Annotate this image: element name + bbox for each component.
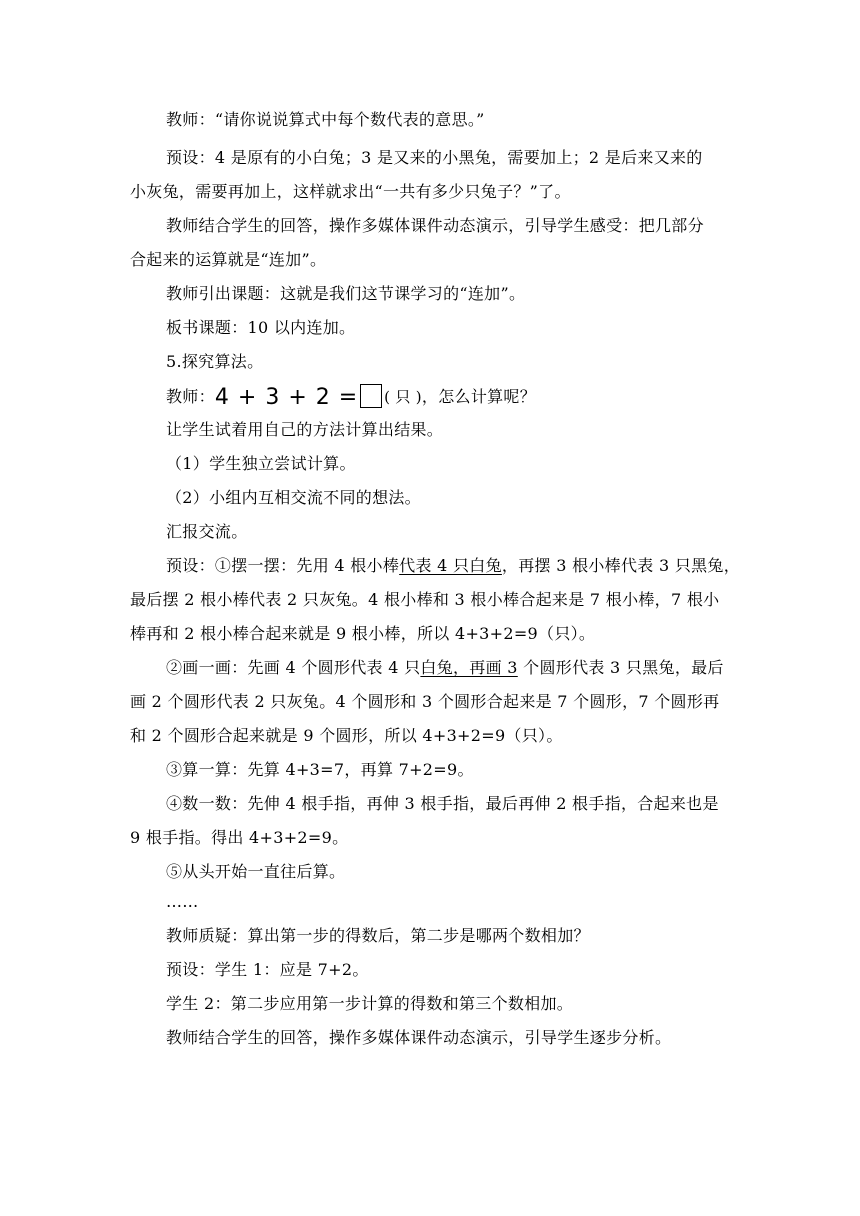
underlined-text: 白兔，再画 3 xyxy=(420,658,518,677)
paragraph-method-count-cont xyxy=(130,828,348,848)
text-line: 让学生试着用自己的方法计算出结果。 xyxy=(166,420,444,439)
text-line: 教师：“请你说说算式中每个数代表的意思。” xyxy=(166,110,485,129)
text-line: 预设：学生 1：应是 7+2。 xyxy=(166,960,369,979)
paragraph-method-calc xyxy=(166,760,474,780)
text-line: 教师质疑：算出第一步的得数后，第二步是哪两个数相加？ xyxy=(166,926,590,945)
underlined-text: 代表 4 只白兔 xyxy=(399,556,502,575)
paragraph-method-draw-cont xyxy=(130,692,719,712)
unit-label: ( 只 ) xyxy=(384,388,422,406)
text-line: ，再摆 3 根小棒代表 3 只黑兔， xyxy=(501,556,741,575)
list-item-2 xyxy=(166,488,421,508)
ellipsis-line xyxy=(166,892,199,912)
paragraph-teacher-demo xyxy=(166,216,704,236)
paragraph-student-2 xyxy=(166,994,573,1014)
text-line: 合起来的运算就是“连加”。 xyxy=(130,250,327,269)
text-line: 画 2 个圆形代表 2 只灰兔。4 个圆形和 3 个圆形合起来是 7 个圆形，7 个圆形再 xyxy=(130,692,720,711)
section-heading-explore xyxy=(166,352,263,372)
paragraph-method-sticks-cont xyxy=(130,590,719,610)
text-line: 最后摆 2 根小棒代表 2 只灰兔。4 根小棒和 3 根小棒合起来是 7 根小棒，7 根小 xyxy=(130,590,720,609)
text-line: …… xyxy=(166,892,199,911)
text-line: 学生 2：第二步应用第一步计算的得数和第三个数相加。 xyxy=(166,994,574,1013)
text-line: 教师引出课题：这就是我们这节课学习的“连加”。 xyxy=(166,284,526,303)
paragraph-method-sequential xyxy=(166,862,345,882)
paragraph-preset-1-cont xyxy=(130,182,571,202)
text-line: （1）学生独立尝试计算。 xyxy=(166,454,356,473)
text-line: 9 根手指。得出 4+3+2=9。 xyxy=(130,828,349,847)
text-line: 教师结合学生的回答，操作多媒体课件动态演示，引导学生感受：把几部分 xyxy=(166,216,704,235)
text-line: 预设：4 是原有的小白兔；3 是又来的小黑兔，需要加上；2 是后来又来的 xyxy=(166,148,703,167)
paragraph-preset-1 xyxy=(166,148,703,168)
paragraph-student-1 xyxy=(166,960,369,980)
text-line: ③算一算：先算 4+3=7，再算 7+2=9。 xyxy=(166,760,474,779)
paragraph-method-sticks xyxy=(166,556,740,576)
paragraph-report xyxy=(166,522,248,542)
paragraph-teacher-question xyxy=(166,110,485,130)
paragraph-teacher-demo-cont xyxy=(130,250,326,270)
text-line: 棒再和 2 根小棒合起来就是 9 根小棒，所以 4+3+2=9（只）。 xyxy=(130,624,596,643)
paragraph-method-count xyxy=(166,794,719,814)
paragraph-formula xyxy=(166,384,536,408)
text-line: ，怎么计算呢？ xyxy=(421,387,537,406)
paragraph-teacher-summary xyxy=(166,1028,671,1048)
text-line: 教师： xyxy=(166,387,215,406)
paragraph-method-draw xyxy=(166,658,724,678)
paragraph-try xyxy=(166,420,443,440)
text-line: 和 2 个圆形合起来就是 9 个圆形，所以 4+3+2=9（只）。 xyxy=(130,726,563,745)
text-line: 教师结合学生的回答，操作多媒体课件动态演示，引导学生逐步分析。 xyxy=(166,1028,672,1047)
paragraph-method-sticks-cont2 xyxy=(130,624,595,644)
formula-expression: 4 + 3 + 2 = xyxy=(214,385,359,410)
text-line: 5.探究算法。 xyxy=(166,352,264,371)
paragraph-teacher-challenge xyxy=(166,926,590,946)
text-line: （2）小组内互相交流不同的想法。 xyxy=(166,488,421,507)
paragraph-method-draw-cont2 xyxy=(130,726,563,746)
text-line: 个圆形代表 3 只黑兔，最后 xyxy=(517,658,724,677)
text-line: ④数一数：先伸 4 根手指，再伸 3 根手指，最后再伸 2 根手指，合起来也是 xyxy=(166,794,719,813)
list-item-1 xyxy=(166,454,356,474)
text-line: 板书课题：10 以内连加。 xyxy=(166,318,356,337)
text-line: 小灰兔，需要再加上，这样就求出“一共有多少只兔子？”了。 xyxy=(130,182,571,201)
answer-box xyxy=(360,384,382,408)
text-line: ②画一画：先画 4 个圆形代表 4 只 xyxy=(166,658,421,677)
text-line: 预设：①摆一摆：先用 4 根小棒 xyxy=(166,556,400,575)
text-line: ⑤从头开始一直往后算。 xyxy=(166,862,346,881)
paragraph-board-title xyxy=(166,318,355,338)
text-line: 汇报交流。 xyxy=(166,522,248,541)
paragraph-topic-intro xyxy=(166,284,525,304)
